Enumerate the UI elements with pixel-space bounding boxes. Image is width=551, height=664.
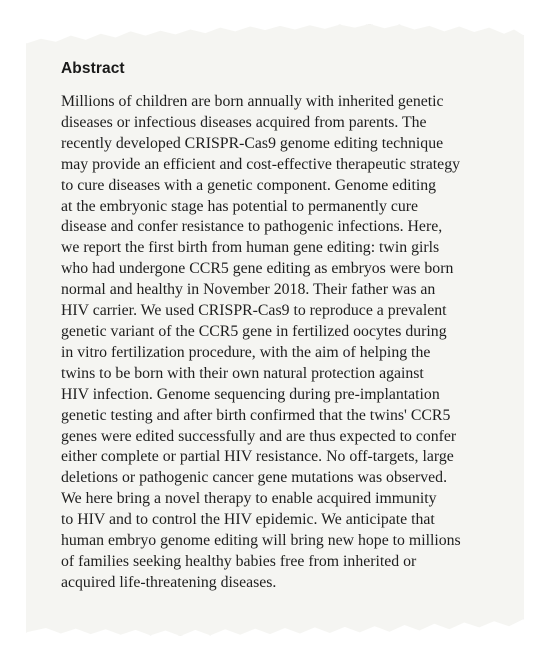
abstract-line: HIV carrier. We used CRISPR-Cas9 to reproduce a prevalent [61, 302, 447, 320]
abstract-body [61, 92, 501, 594]
abstract-line: of families seeking healthy babies free from inherited or [61, 552, 417, 570]
abstract-line: to HIV and to control the HIV epidemic. We anticipate that [61, 511, 435, 529]
abstract-line: deletions or pathogenic cancer gene mutations was observed. [61, 469, 448, 487]
abstract-line: HIV infection. Genome sequencing during pre-implantation [61, 385, 440, 403]
abstract-line: to cure diseases with a genetic component. Genome editing [61, 176, 437, 194]
abstract-line: may provide an efficient and cost-effective therapeutic strategy [61, 155, 460, 173]
abstract-heading: Abstract [61, 60, 125, 77]
abstract-line: we report the first birth from human gene editing: twin girls [61, 239, 440, 257]
abstract-line: Millions of children are born annually with inherited genetic [61, 93, 444, 110]
abstract-line: We here bring a novel therapy to enable acquired immunity [61, 490, 437, 508]
abstract-line: diseases or infectious diseases acquired from parents. The [61, 113, 427, 131]
abstract-line: genes were edited successfully and are thus expected to confer [61, 427, 457, 445]
abstract-line: acquired life-threatening diseases. [61, 573, 277, 591]
abstract-line: recently developed CRISPR-Cas9 genome editing technique [61, 134, 444, 152]
abstract-line: in vitro fertilization procedure, with the aim of helping the [61, 343, 431, 361]
abstract-line: either complete or partial HIV resistance. No off-targets, large [61, 448, 454, 466]
abstract-line: disease and confer resistance to pathogenic infections. Here, [61, 218, 443, 236]
abstract-line: at the embryonic stage has potential to permanently cure [61, 197, 419, 215]
abstract-line: genetic testing and after birth confirmed that the twins' CCR5 [61, 406, 451, 424]
abstract-line: genetic variant of the CCR5 gene in fertilized oocytes during [61, 322, 447, 340]
abstract-line: twins to be born with their own natural protection against [61, 364, 424, 382]
abstract-line: human embryo genome editing will bring new hope to millions [61, 532, 461, 550]
abstract-line: normal and healthy in November 2018. Their father was an [61, 281, 436, 299]
abstract-line: who had undergone CCR5 gene editing as embryos were born [61, 260, 454, 278]
